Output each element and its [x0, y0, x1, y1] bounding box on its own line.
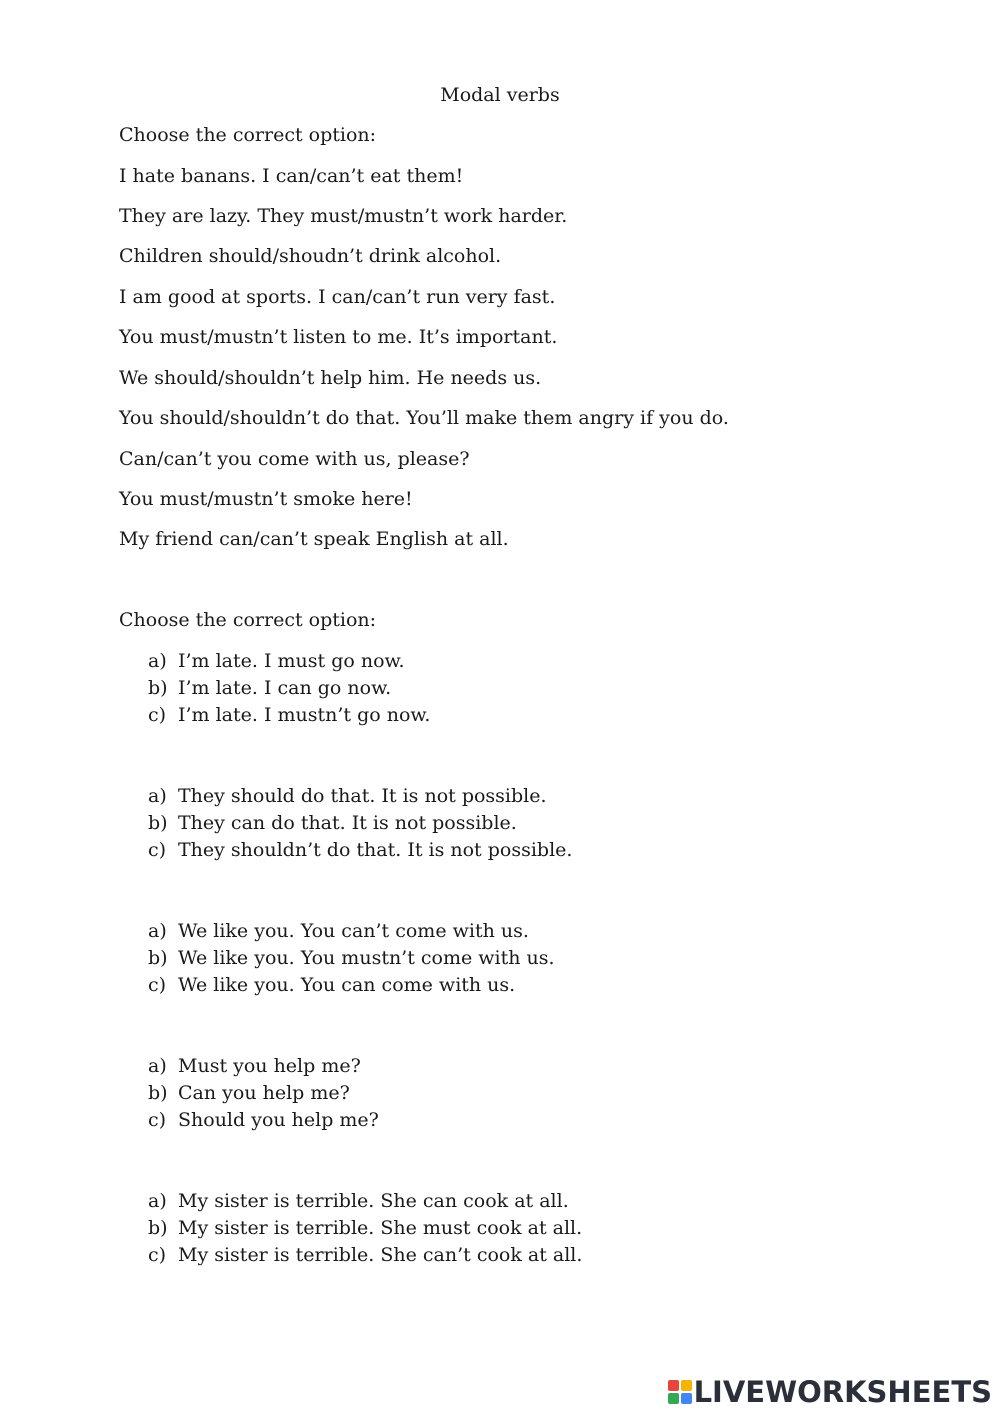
option-text: My sister is terrible. She must cook at all.	[178, 1217, 583, 1239]
option-text: I’m late. I mustn’t go now.	[178, 704, 431, 726]
question-4-option-b	[148, 1082, 350, 1104]
option-letter: c)	[148, 974, 167, 996]
option-letter: a)	[148, 1190, 167, 1212]
question-3-option-c	[148, 974, 515, 996]
option-text: Should you help me?	[178, 1109, 379, 1131]
option-letter: c)	[148, 1244, 167, 1266]
question-5-option-a	[148, 1190, 569, 1212]
option-letter: c)	[148, 839, 167, 861]
option-text: Can you help me?	[178, 1082, 350, 1104]
sentence-6: We should/shouldn’t help him. He needs us.	[119, 367, 542, 389]
question-5-option-b	[148, 1217, 582, 1239]
sentence-2: They are lazy. They must/mustn’t work harder.	[119, 205, 568, 227]
question-2-option-b	[148, 812, 517, 834]
sentence-3: Children should/shoudn’t drink alcohol.	[119, 245, 502, 267]
option-letter: b)	[148, 1082, 168, 1104]
page-title: Modal verbs	[440, 84, 560, 106]
option-letter: b)	[148, 1217, 168, 1239]
sentence-8: Can/can’t you come with us, please?	[119, 448, 470, 470]
question-1-option-c	[148, 704, 430, 726]
question-1-option-b	[148, 677, 391, 699]
option-text: They shouldn’t do that. It is not possible.	[178, 839, 573, 861]
question-2-option-c	[148, 839, 572, 861]
option-letter: a)	[148, 1055, 167, 1077]
sentence-10: My friend can/can’t speak English at all.	[119, 528, 509, 550]
option-text: Must you help me?	[178, 1055, 361, 1077]
option-text: They can do that. It is not possible.	[178, 812, 517, 834]
option-letter: a)	[148, 785, 167, 807]
sentence-5: You must/mustn’t listen to me. It’s important.	[119, 326, 558, 348]
question-1-option-a	[148, 650, 405, 672]
sentence-1: I hate banans. I can/can’t eat them!	[119, 165, 464, 187]
section1-instruction: Choose the correct option:	[119, 124, 377, 146]
question-4-option-c	[148, 1109, 379, 1131]
sentence-7: You should/shouldn’t do that. You’ll make them angry if you do.	[119, 407, 729, 429]
option-text: We like you. You can’t come with us.	[178, 920, 529, 942]
option-letter: a)	[148, 920, 167, 942]
option-letter: a)	[148, 650, 167, 672]
section2-instruction: Choose the correct option:	[119, 609, 377, 631]
option-text: They should do that. It is not possible.	[178, 785, 547, 807]
question-3-option-a	[148, 920, 529, 942]
option-letter: b)	[148, 812, 168, 834]
question-5-option-c	[148, 1244, 582, 1266]
option-text: We like you. You mustn’t come with us.	[178, 947, 555, 969]
option-letter: b)	[148, 947, 168, 969]
sentence-4: I am good at sports. I can/can’t run very fast.	[119, 286, 556, 308]
liveworksheets-logo	[668, 1377, 992, 1407]
option-text: My sister is terrible. She can’t cook at all.	[178, 1244, 583, 1266]
question-3-option-b	[148, 947, 555, 969]
question-2-option-a	[148, 785, 547, 807]
brand-wordmark: LIVEWORKSHEETS	[693, 1375, 992, 1409]
option-text: We like you. You can come with us.	[178, 974, 516, 996]
option-text: I’m late. I can go now.	[178, 677, 392, 699]
option-letter: c)	[148, 1109, 167, 1131]
option-text: I’m late. I must go now.	[178, 650, 405, 672]
logo-grid-icon	[668, 1380, 692, 1404]
option-text: My sister is terrible. She can cook at all.	[178, 1190, 569, 1212]
question-4-option-a	[148, 1055, 361, 1077]
option-letter: c)	[148, 704, 167, 726]
sentence-9: You must/mustn’t smoke here!	[119, 488, 413, 510]
option-letter: b)	[148, 677, 168, 699]
